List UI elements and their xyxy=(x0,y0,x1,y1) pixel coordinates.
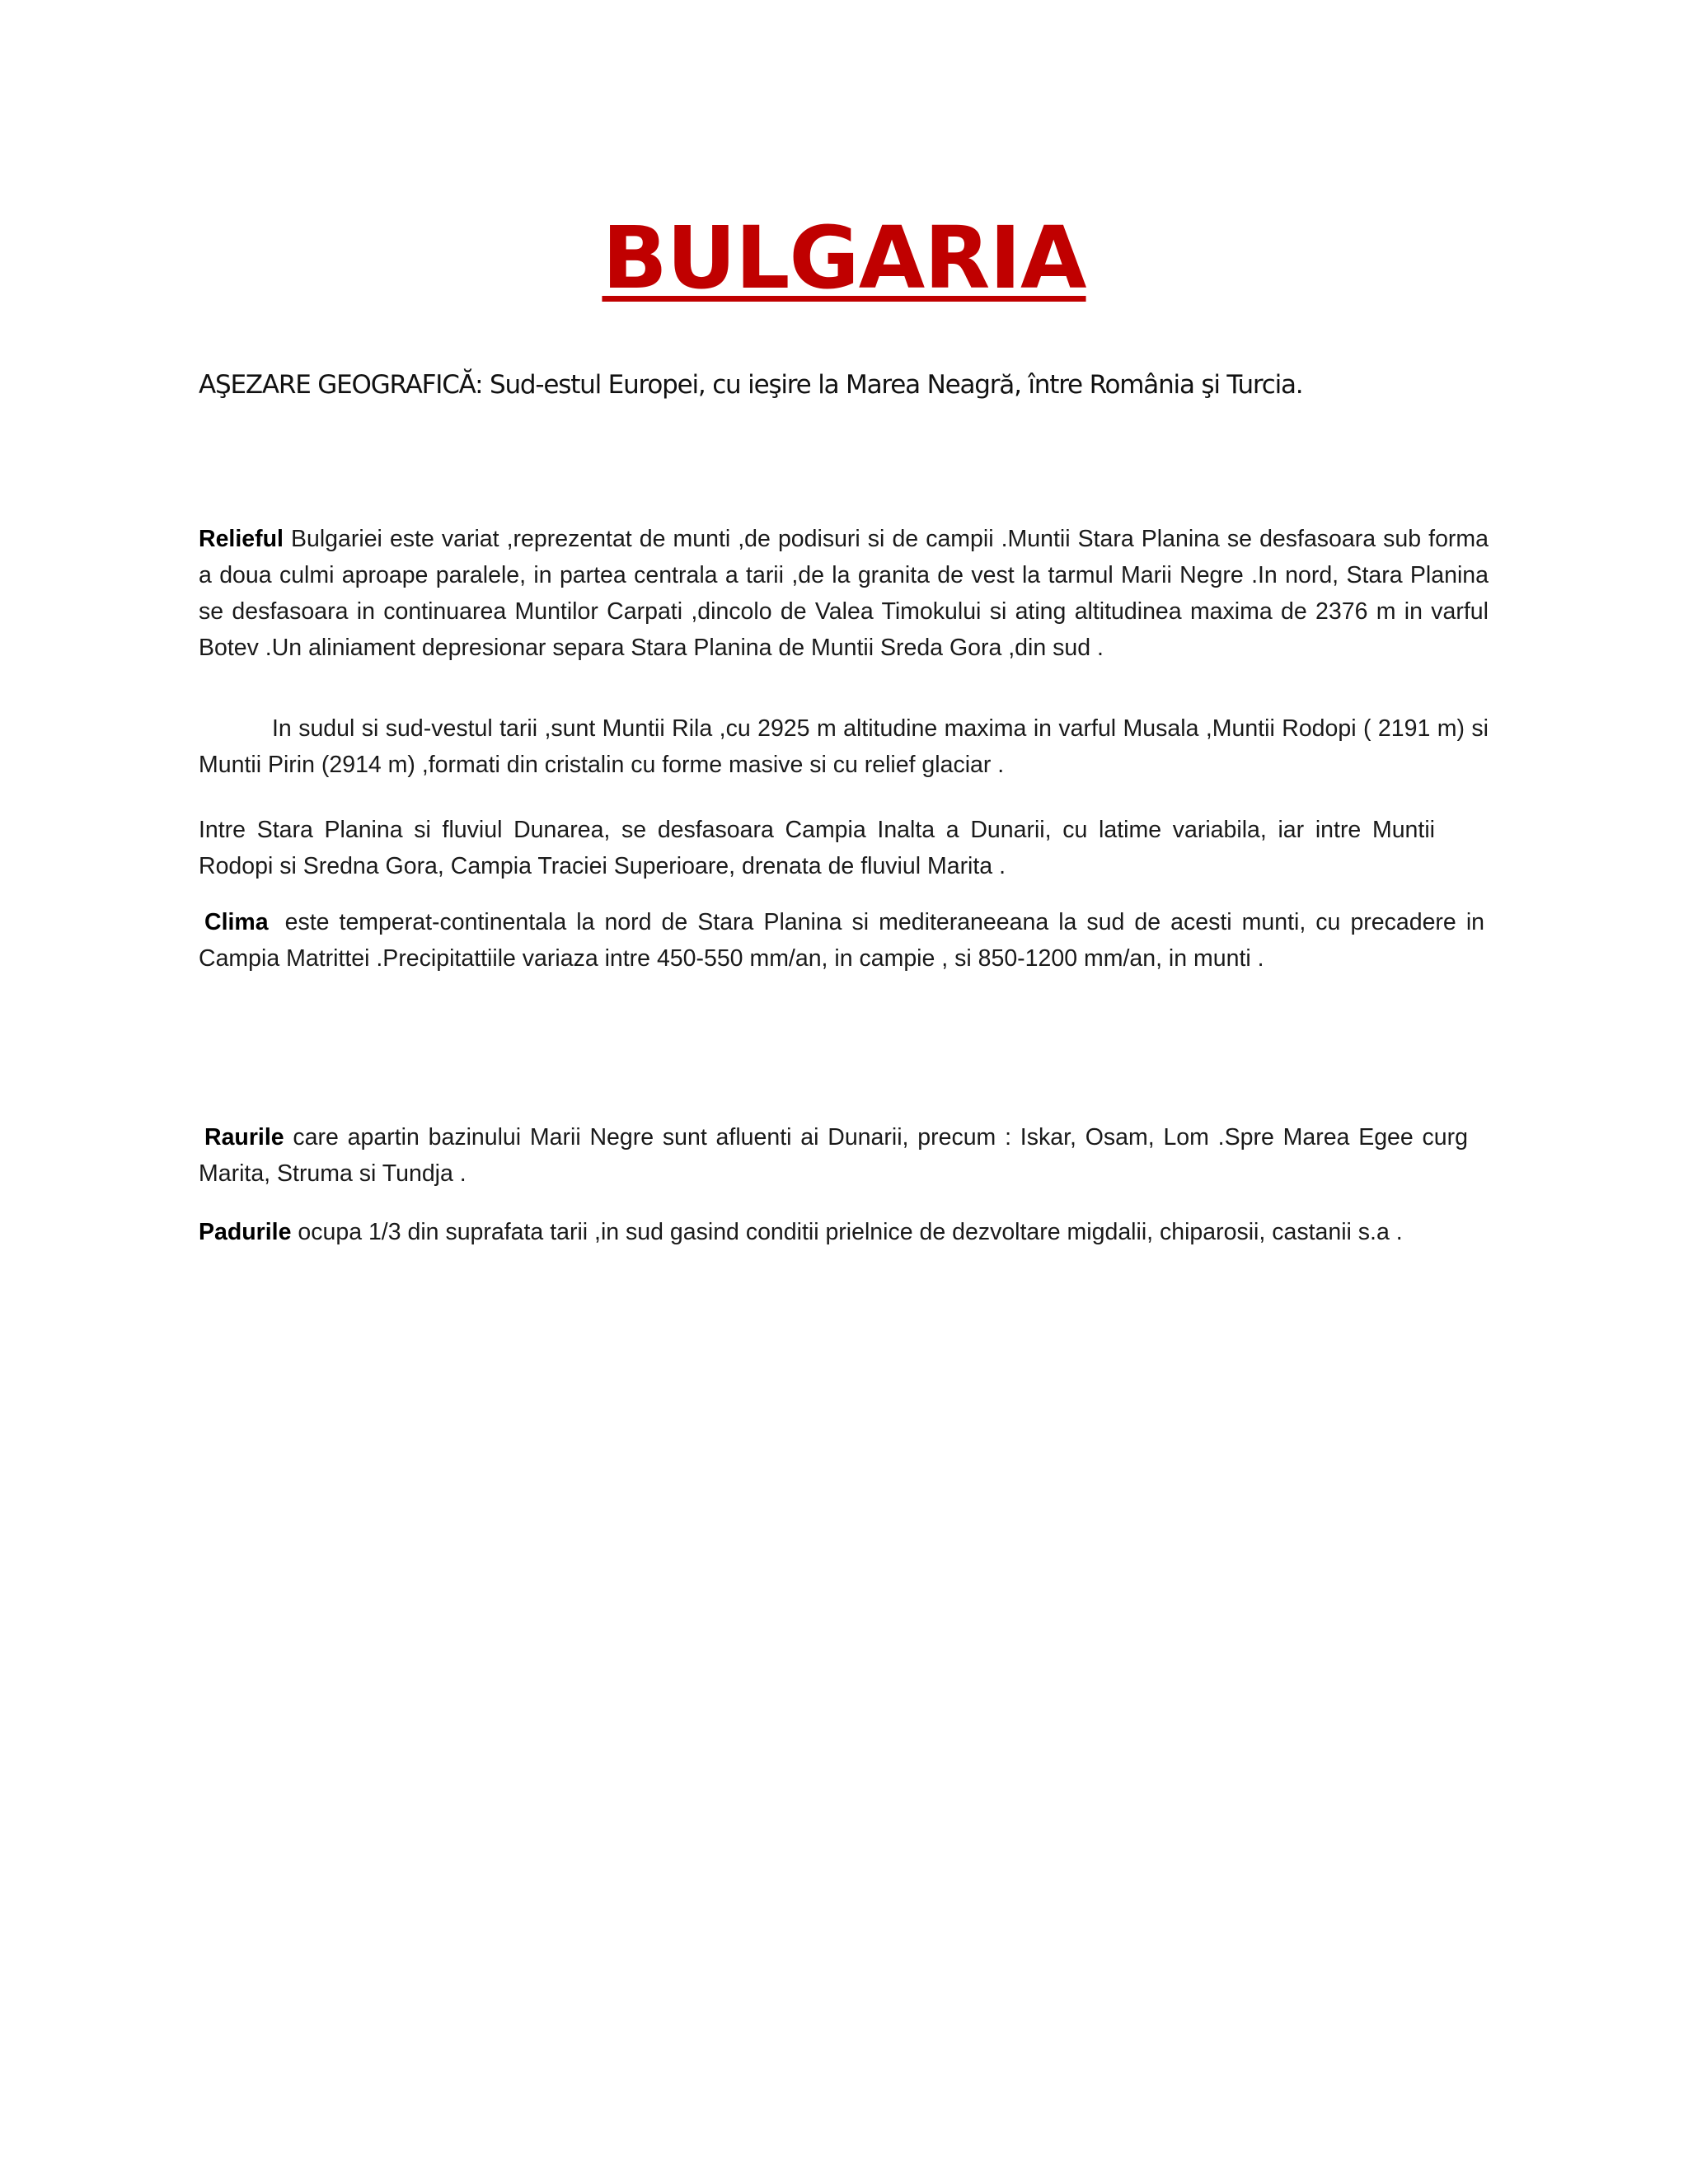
rivers-label: Raurile xyxy=(204,1124,284,1151)
page-title xyxy=(0,204,1688,312)
rivers-text: care apartin bazinului Marii Negre sunt afluenti ai Dunarii, precum : Iskar, Osam, Lom .Spre Marea Egee curg Marita, Struma si Tundja . xyxy=(199,1124,1468,1187)
climate-paragraph xyxy=(199,904,1484,977)
relief-paragraph xyxy=(199,521,1489,666)
plains-paragraph: Intre Stara Planina si fluviul Dunarea, se desfasoara Campia Inalta a Dunarii, cu latime variabila, iar intre Muntii Rodopi si Sredna Gora, Campia Traciei Superioare, drenata de fluviul Marita . xyxy=(199,817,1435,879)
forests-label: Padurile xyxy=(199,1219,292,1245)
relief-label: Relieful xyxy=(199,526,284,552)
page-title-text: BULGARIA xyxy=(602,208,1086,308)
forests-paragraph xyxy=(199,1214,1517,1250)
relief-text: Bulgariei este variat ,reprezentat de munti ,de podisuri si de campii .Muntii Stara Planina se desfasoara sub forma a doua culmi aproape paralele, in partea centrala a tarii ,de la granita de vest la tarmul Marii Negre .In nord, Stara Planina se desfasoara in continuarea Muntilor Carpati ,dincolo de Valea Timokului si ating altitudinea maxima de 2376 m in varful Botev .Un aliniament depresionar separa Stara Planina de Muntii Sreda Gora ,din sud . xyxy=(199,526,1489,661)
climate-label: Clima xyxy=(204,909,269,935)
forests-text: ocupa 1/3 din suprafata tarii ,in sud gasind conditii prielnice de dezvoltare migdalii, chiparosii, castanii s.a . xyxy=(291,1219,1403,1245)
south-mountains-paragraph: In sudul si sud-vestul tarii ,sunt Muntii Rila ,cu 2925 m altitudine maxima in varful Musala ,Muntii Rodopi ( 2191 m) si Muntii Pirin (2914 m) ,formati din cristalin cu forme masive si cu relief glaciar . xyxy=(199,715,1489,778)
geographic-position-line: AŞEZARE GEOGRAFICĂ: Sud-estul Europei, cu ieşire la Marea Neagră, între România şi Turcia. xyxy=(199,370,1303,400)
rivers-paragraph xyxy=(199,1119,1468,1192)
climate-text: este temperat-continentala la nord de Stara Planina si mediteraneeana la sud de acesti munti, cu precadere in Campia Matrittei .Precipitattiile variaza intre 450-550 mm/an, in campie , si 850-1200 mm/an, in munti . xyxy=(199,909,1484,972)
